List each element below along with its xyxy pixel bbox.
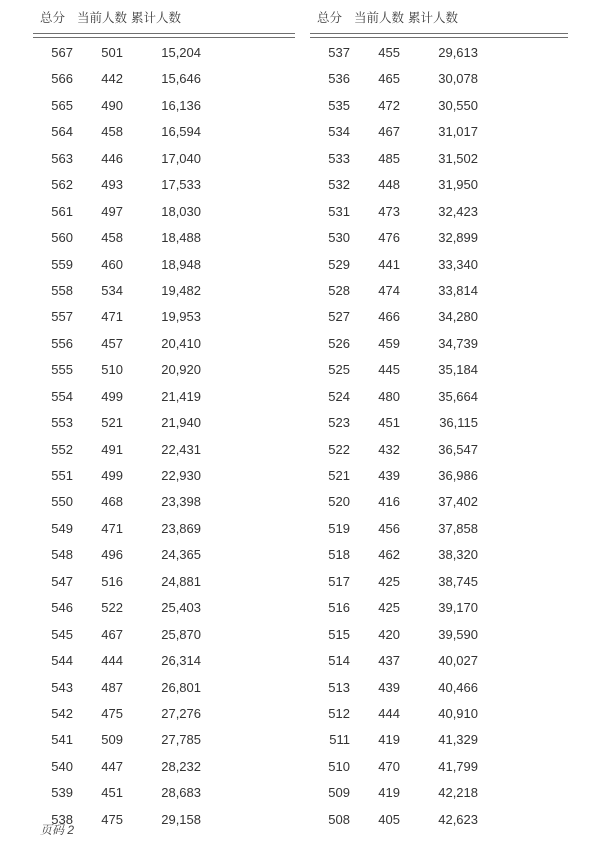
- table-row: [33, 199, 295, 225]
- total-score-cell: 567: [51, 45, 73, 60]
- current-count-cell: 442: [101, 71, 123, 87]
- current-count-cell: 457: [101, 335, 123, 351]
- cumulative-count-cell: 15,646: [161, 71, 201, 87]
- column-header-total-score: 总分: [40, 11, 66, 25]
- table-row: [310, 199, 568, 225]
- total-score-cell: 552: [51, 441, 73, 457]
- current-count-cell: 470: [378, 758, 400, 774]
- cumulative-count-cell: 25,870: [161, 626, 201, 642]
- cumulative-count-cell: 39,170: [438, 600, 478, 616]
- cumulative-count-cell: 23,398: [161, 494, 201, 510]
- total-score-cell: 564: [51, 124, 73, 140]
- cumulative-count-cell: 18,948: [161, 256, 201, 272]
- cumulative-count-cell: 36,115: [439, 415, 478, 431]
- total-score-cell: 511: [329, 732, 350, 748]
- current-count-cell: 485: [378, 150, 400, 166]
- cumulative-count-cell: 26,801: [161, 679, 201, 695]
- table-row: [310, 252, 568, 278]
- table-row: [310, 675, 568, 701]
- table-row: [310, 278, 568, 304]
- table-row: [310, 66, 568, 92]
- cumulative-count-cell: 16,594: [161, 124, 201, 140]
- table-row: [33, 146, 295, 172]
- score-table-right: [310, 8, 568, 833]
- cumulative-count-cell: 32,899: [438, 230, 478, 246]
- current-count-cell: 437: [378, 653, 400, 669]
- current-count-cell: 501: [101, 45, 123, 60]
- cumulative-count-cell: 27,276: [161, 705, 201, 721]
- total-score-cell: 521: [328, 468, 350, 483]
- table-row: [33, 595, 295, 621]
- current-count-cell: 471: [101, 520, 123, 536]
- total-score-cell: 558: [51, 282, 73, 298]
- total-score-cell: 525: [328, 362, 350, 378]
- table-row: [33, 225, 295, 251]
- total-score-cell: 523: [328, 415, 350, 431]
- cumulative-count-cell: 28,232: [161, 758, 201, 774]
- table-row: [33, 569, 295, 595]
- cumulative-count-cell: 26,314: [161, 653, 201, 669]
- current-count-cell: 416: [378, 494, 400, 510]
- cumulative-count-cell: 37,858: [438, 520, 478, 536]
- total-score-cell: 565: [51, 97, 73, 113]
- table-row: [310, 119, 568, 145]
- cumulative-count-cell: 33,340: [438, 256, 478, 272]
- current-count-cell: 499: [101, 468, 123, 483]
- current-count-cell: 476: [378, 230, 400, 246]
- current-count-cell: 432: [378, 441, 400, 457]
- cumulative-count-cell: 20,920: [161, 362, 201, 378]
- total-score-cell: 542: [51, 705, 73, 721]
- total-score-cell: 549: [51, 520, 73, 536]
- table-row: [310, 754, 568, 780]
- table-row: [33, 489, 295, 515]
- table-row: [310, 516, 568, 542]
- cumulative-count-cell: 35,184: [438, 362, 478, 378]
- table-header: [33, 8, 295, 28]
- table-row: [310, 807, 568, 833]
- table-row: [310, 701, 568, 727]
- current-count-cell: 458: [101, 230, 123, 246]
- cumulative-count-cell: 40,027: [438, 653, 478, 669]
- cumulative-count-cell: 36,547: [438, 441, 478, 457]
- page-number-footer: 页码 2: [40, 823, 75, 837]
- total-score-cell: 527: [328, 309, 350, 325]
- current-count-cell: 474: [378, 282, 400, 298]
- total-score-cell: 508: [328, 811, 350, 827]
- total-score-cell: 543: [51, 679, 73, 695]
- table-row: [310, 357, 568, 383]
- current-count-cell: 451: [378, 415, 400, 431]
- cumulative-count-cell: 39,590: [438, 626, 478, 642]
- cumulative-count-cell: 24,365: [161, 547, 201, 563]
- table-row: [310, 384, 568, 410]
- total-score-cell: 530: [328, 230, 350, 246]
- total-score-cell: 509: [328, 785, 350, 801]
- cumulative-count-cell: 21,940: [161, 415, 201, 431]
- total-score-cell: 526: [328, 335, 350, 351]
- total-score-cell: 524: [328, 388, 350, 404]
- total-score-cell: 556: [51, 335, 73, 351]
- table-row: [310, 780, 568, 806]
- total-score-cell: 541: [51, 732, 73, 748]
- table-row: [33, 675, 295, 701]
- cumulative-count-cell: 30,078: [438, 71, 478, 87]
- table-row: [33, 331, 295, 357]
- total-score-cell: 513: [328, 679, 350, 695]
- table-row: [310, 331, 568, 357]
- table-row: [310, 225, 568, 251]
- cumulative-count-cell: 32,423: [438, 203, 478, 219]
- cumulative-count-cell: 22,930: [161, 468, 201, 483]
- cumulative-count-cell: 31,950: [438, 177, 478, 193]
- current-count-cell: 425: [378, 600, 400, 616]
- cumulative-count-cell: 16,136: [161, 97, 201, 113]
- total-score-cell: 563: [51, 150, 73, 166]
- table-row: [310, 569, 568, 595]
- total-score-cell: 550: [51, 494, 73, 510]
- current-count-cell: 458: [101, 124, 123, 140]
- current-count-cell: 493: [101, 177, 123, 193]
- total-score-cell: 522: [328, 441, 350, 457]
- cumulative-count-cell: 25,403: [161, 600, 201, 616]
- current-count-cell: 534: [101, 282, 123, 298]
- cumulative-count-cell: 37,402: [438, 494, 478, 510]
- total-score-cell: 544: [51, 653, 73, 669]
- table-row: [33, 542, 295, 568]
- total-score-cell: 519: [328, 520, 350, 536]
- cumulative-count-cell: 21,419: [161, 388, 201, 404]
- table-row: [310, 172, 568, 198]
- current-count-cell: 462: [378, 547, 400, 563]
- current-count-cell: 497: [101, 203, 123, 219]
- current-count-cell: 420: [378, 626, 400, 642]
- current-count-cell: 446: [101, 150, 123, 166]
- table-row: [310, 410, 568, 436]
- current-count-cell: 451: [101, 785, 123, 801]
- table-row: [33, 516, 295, 542]
- cumulative-count-cell: 40,910: [438, 705, 478, 721]
- column-header-cumulative-count: 累计人数: [408, 11, 459, 25]
- table-row: [33, 622, 295, 648]
- total-score-cell: 515: [328, 626, 350, 642]
- total-score-cell: 560: [51, 230, 73, 246]
- total-score-cell: 539: [51, 785, 73, 801]
- total-score-cell: 535: [328, 97, 350, 113]
- total-score-cell: 561: [51, 203, 73, 219]
- table-row: [310, 648, 568, 674]
- total-score-cell: 514: [328, 653, 350, 669]
- current-count-cell: 459: [378, 335, 400, 351]
- total-score-cell: 533: [328, 150, 350, 166]
- total-score-cell: 538: [51, 811, 73, 827]
- total-score-cell: 559: [51, 256, 73, 272]
- cumulative-count-cell: 28,683: [161, 785, 201, 801]
- current-count-cell: 444: [378, 705, 400, 721]
- header-double-rule: [33, 33, 295, 38]
- column-header-cumulative-count: 累计人数: [131, 11, 182, 25]
- total-score-cell: 516: [328, 600, 350, 616]
- total-score-cell: 528: [328, 282, 350, 298]
- cumulative-count-cell: 27,785: [161, 732, 201, 748]
- current-count-cell: 510: [101, 362, 123, 378]
- total-score-cell: 517: [328, 573, 350, 589]
- table-row: [33, 40, 295, 66]
- table-row: [310, 489, 568, 515]
- current-count-cell: 473: [378, 203, 400, 219]
- cumulative-count-cell: 36,986: [438, 468, 478, 483]
- table-row: [310, 146, 568, 172]
- current-count-cell: 509: [101, 732, 123, 748]
- total-score-cell: 557: [51, 309, 73, 325]
- table-body: [310, 40, 568, 833]
- cumulative-count-cell: 23,869: [161, 520, 201, 536]
- current-count-cell: 444: [101, 653, 123, 669]
- cumulative-count-cell: 35,664: [438, 388, 478, 404]
- cumulative-count-cell: 19,953: [161, 309, 201, 325]
- total-score-cell: 536: [328, 71, 350, 87]
- table-row: [33, 754, 295, 780]
- cumulative-count-cell: 40,466: [438, 679, 478, 695]
- total-score-cell: 540: [51, 758, 73, 774]
- total-score-cell: 545: [51, 626, 73, 642]
- table-row: [310, 463, 568, 489]
- total-score-cell: 555: [51, 362, 73, 378]
- current-count-cell: 468: [101, 494, 123, 510]
- total-score-cell: 537: [328, 45, 350, 60]
- cumulative-count-cell: 42,218: [438, 785, 478, 801]
- current-count-cell: 516: [101, 573, 123, 589]
- table-row: [310, 622, 568, 648]
- current-count-cell: 460: [101, 256, 123, 272]
- total-score-cell: 512: [328, 705, 350, 721]
- table-row: [33, 93, 295, 119]
- total-score-cell: 529: [328, 256, 350, 272]
- current-count-cell: 441: [378, 256, 400, 272]
- table-row: [310, 93, 568, 119]
- cumulative-count-cell: 17,533: [161, 177, 201, 193]
- current-count-cell: 439: [378, 468, 400, 483]
- current-count-cell: 448: [378, 177, 400, 193]
- current-count-cell: 496: [101, 547, 123, 563]
- total-score-cell: 553: [51, 415, 73, 431]
- current-count-cell: 455: [378, 45, 400, 60]
- current-count-cell: 419: [378, 785, 400, 801]
- table-row: [33, 463, 295, 489]
- total-score-cell: 551: [51, 468, 73, 483]
- total-score-cell: 547: [51, 573, 73, 589]
- total-score-cell: 554: [51, 388, 73, 404]
- total-score-cell: 566: [51, 71, 73, 87]
- cumulative-count-cell: 30,550: [438, 97, 478, 113]
- current-count-cell: 445: [378, 362, 400, 378]
- table-row: [310, 727, 568, 753]
- table-row: [310, 304, 568, 330]
- cumulative-count-cell: 19,482: [161, 282, 201, 298]
- total-score-cell: 546: [51, 600, 73, 616]
- table-row: [33, 66, 295, 92]
- current-count-cell: 456: [378, 520, 400, 536]
- table-row: [33, 780, 295, 806]
- current-count-cell: 490: [101, 97, 123, 113]
- table-row: [310, 437, 568, 463]
- table-row: [33, 410, 295, 436]
- cumulative-count-cell: 38,320: [438, 547, 478, 563]
- table-body: [33, 40, 295, 833]
- column-header-current-count: 当前人数: [77, 11, 128, 25]
- current-count-cell: 487: [101, 679, 123, 695]
- total-score-cell: 510: [328, 758, 350, 774]
- table-row: [310, 40, 568, 66]
- cumulative-count-cell: 31,017: [438, 124, 478, 140]
- cumulative-count-cell: 42,623: [438, 811, 478, 827]
- current-count-cell: 472: [378, 97, 400, 113]
- current-count-cell: 465: [378, 71, 400, 87]
- current-count-cell: 471: [101, 309, 123, 325]
- total-score-cell: 548: [51, 547, 73, 563]
- table-row: [33, 172, 295, 198]
- cumulative-count-cell: 38,745: [438, 573, 478, 589]
- cumulative-count-cell: 41,329: [438, 732, 478, 748]
- cumulative-count-cell: 34,280: [438, 309, 478, 325]
- cumulative-count-cell: 33,814: [438, 282, 478, 298]
- current-count-cell: 499: [101, 388, 123, 404]
- current-count-cell: 439: [378, 679, 400, 695]
- total-score-cell: 534: [328, 124, 350, 140]
- current-count-cell: 475: [101, 811, 123, 827]
- table-row: [33, 357, 295, 383]
- cumulative-count-cell: 29,158: [161, 811, 201, 827]
- score-table-left: [33, 8, 295, 833]
- total-score-cell: 518: [328, 547, 350, 563]
- table-row: [310, 595, 568, 621]
- current-count-cell: 447: [101, 758, 123, 774]
- table-row: [33, 648, 295, 674]
- cumulative-count-cell: 18,488: [161, 230, 201, 246]
- current-count-cell: 419: [378, 732, 400, 748]
- current-count-cell: 405: [378, 811, 400, 827]
- table-row: [33, 437, 295, 463]
- table-row: [310, 542, 568, 568]
- current-count-cell: 466: [378, 309, 400, 325]
- column-header-current-count: 当前人数: [354, 11, 405, 25]
- column-header-total-score: 总分: [317, 11, 343, 25]
- table-row: [33, 384, 295, 410]
- cumulative-count-cell: 17,040: [161, 150, 201, 166]
- current-count-cell: 522: [101, 600, 123, 616]
- table-header: [310, 8, 568, 28]
- cumulative-count-cell: 24,881: [161, 573, 201, 589]
- current-count-cell: 425: [378, 573, 400, 589]
- current-count-cell: 467: [378, 124, 400, 140]
- total-score-cell: 520: [328, 494, 350, 510]
- table-row: [33, 278, 295, 304]
- total-score-cell: 532: [328, 177, 350, 193]
- table-row: [33, 701, 295, 727]
- cumulative-count-cell: 34,739: [438, 335, 478, 351]
- current-count-cell: 491: [101, 441, 123, 457]
- cumulative-count-cell: 31,502: [438, 150, 478, 166]
- current-count-cell: 467: [101, 626, 123, 642]
- current-count-cell: 475: [101, 705, 123, 721]
- cumulative-count-cell: 22,431: [161, 441, 201, 457]
- cumulative-count-cell: 15,204: [161, 45, 201, 60]
- table-row: [33, 252, 295, 278]
- current-count-cell: 480: [378, 388, 400, 404]
- header-double-rule: [310, 33, 568, 38]
- current-count-cell: 521: [101, 415, 123, 431]
- cumulative-count-cell: 20,410: [161, 335, 201, 351]
- table-row: [33, 727, 295, 753]
- total-score-cell: 531: [328, 203, 350, 219]
- cumulative-count-cell: 18,030: [161, 203, 201, 219]
- cumulative-count-cell: 41,799: [438, 758, 478, 774]
- total-score-cell: 562: [51, 177, 73, 193]
- table-row: [33, 304, 295, 330]
- cumulative-count-cell: 29,613: [438, 45, 478, 60]
- table-row: [33, 119, 295, 145]
